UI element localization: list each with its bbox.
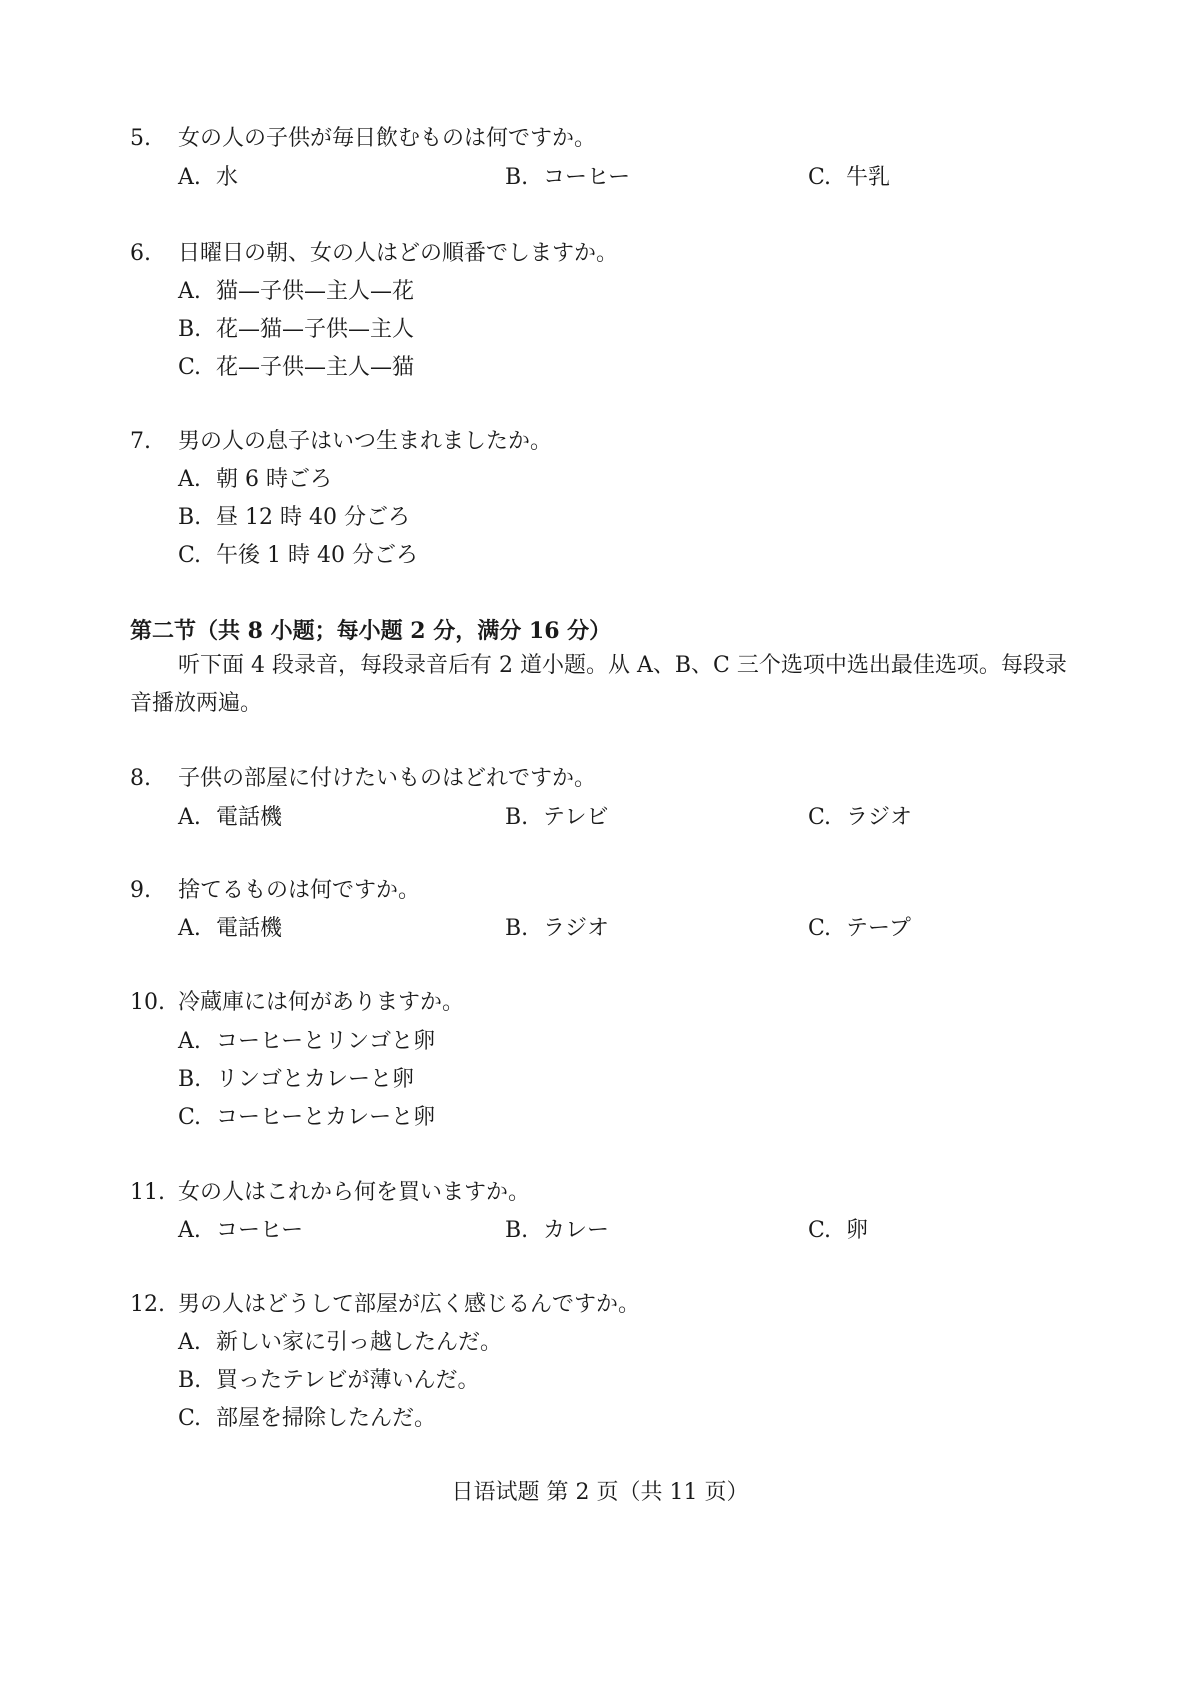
option-12c: C. 部屋を掃除したんだ。 (178, 1406, 437, 1431)
section-instructions: 听下面 4 段录音，每段录音后有 2 道小题。从 A、B、C 三个选项中选出最佳选项。每段录音播放两遍。 (130, 653, 1067, 716)
question-6 (130, 239, 618, 269)
question-text: 男の人の息子はいつ生まれましたか。 (178, 429, 553, 454)
question-text: 女の人はこれから何を買いますか。 (178, 1180, 531, 1205)
question-8 (130, 764, 596, 794)
question-text: 男の人はどうして部屋が広く感じるんですか。 (178, 1292, 641, 1317)
question-number: 11. (130, 1180, 165, 1205)
question-5 (130, 124, 596, 154)
question-number: 12. (130, 1292, 165, 1317)
question-12 (130, 1290, 640, 1320)
option-12b: B. 買ったテレビが薄いんだ。 (178, 1368, 480, 1393)
option-10a: A. コーヒーとリンゴと卵 (178, 1029, 436, 1054)
option-11c: C. 卵 (808, 1218, 869, 1243)
option-9b: B. ラジオ (505, 916, 610, 941)
question-7 (130, 427, 552, 457)
option-8c: C. ラジオ (808, 805, 913, 830)
question-text: 女の人の子供が毎日飲むものは何ですか。 (178, 126, 597, 151)
section-heading: 第二节（共 8 小题；每小题 2 分，满分 16 分） (130, 618, 612, 644)
option-10b: B. リンゴとカレーと卵 (178, 1067, 415, 1092)
question-10 (130, 988, 464, 1018)
option-9c: C. テープ (808, 916, 911, 941)
question-text: 冷蔵庫には何がありますか。 (178, 990, 465, 1015)
option-7a: A. 朝 6 時ごろ (178, 467, 332, 492)
question-number: 9. (130, 878, 151, 903)
question-text: 日曜日の朝、女の人はどの順番でしますか。 (178, 241, 619, 266)
option-7c: C. 午後 1 時 40 分ごろ (178, 543, 418, 568)
option-5b: B. コーヒー (505, 165, 631, 190)
option-5c: C. 牛乳 (808, 165, 891, 190)
question-number: 8. (130, 766, 151, 791)
question-9 (130, 876, 420, 906)
option-11a: A. コーヒー (178, 1218, 304, 1243)
option-12a: A. 新しい家に引っ越したんだ。 (178, 1330, 503, 1355)
question-number: 5. (130, 126, 151, 151)
option-7b: B. 昼 12 時 40 分ごろ (178, 505, 410, 530)
question-number: 6. (130, 241, 151, 266)
option-6a: A. 猫—子供—主人—花 (178, 279, 415, 304)
option-8b: B. テレビ (505, 805, 609, 830)
question-number: 7. (130, 429, 151, 454)
option-9a: A. 電話機 (178, 916, 283, 941)
option-6c: C. 花—子供—主人—猫 (178, 355, 415, 380)
option-6b: B. 花—猫—子供—主人 (178, 317, 415, 342)
option-11b: B. カレー (505, 1218, 610, 1243)
option-10c: C. コーヒーとカレーと卵 (178, 1105, 436, 1130)
question-text: 捨てるものは何ですか。 (178, 878, 421, 903)
question-number: 10. (130, 990, 165, 1015)
question-text: 子供の部屋に付けたいものはどれですか。 (178, 766, 597, 791)
option-8a: A. 電話機 (178, 805, 283, 830)
page-footer: 日语试题 第 2 页（共 11 页） (451, 1480, 749, 1505)
question-11 (130, 1178, 530, 1208)
option-5a: A. 水 (178, 165, 239, 190)
